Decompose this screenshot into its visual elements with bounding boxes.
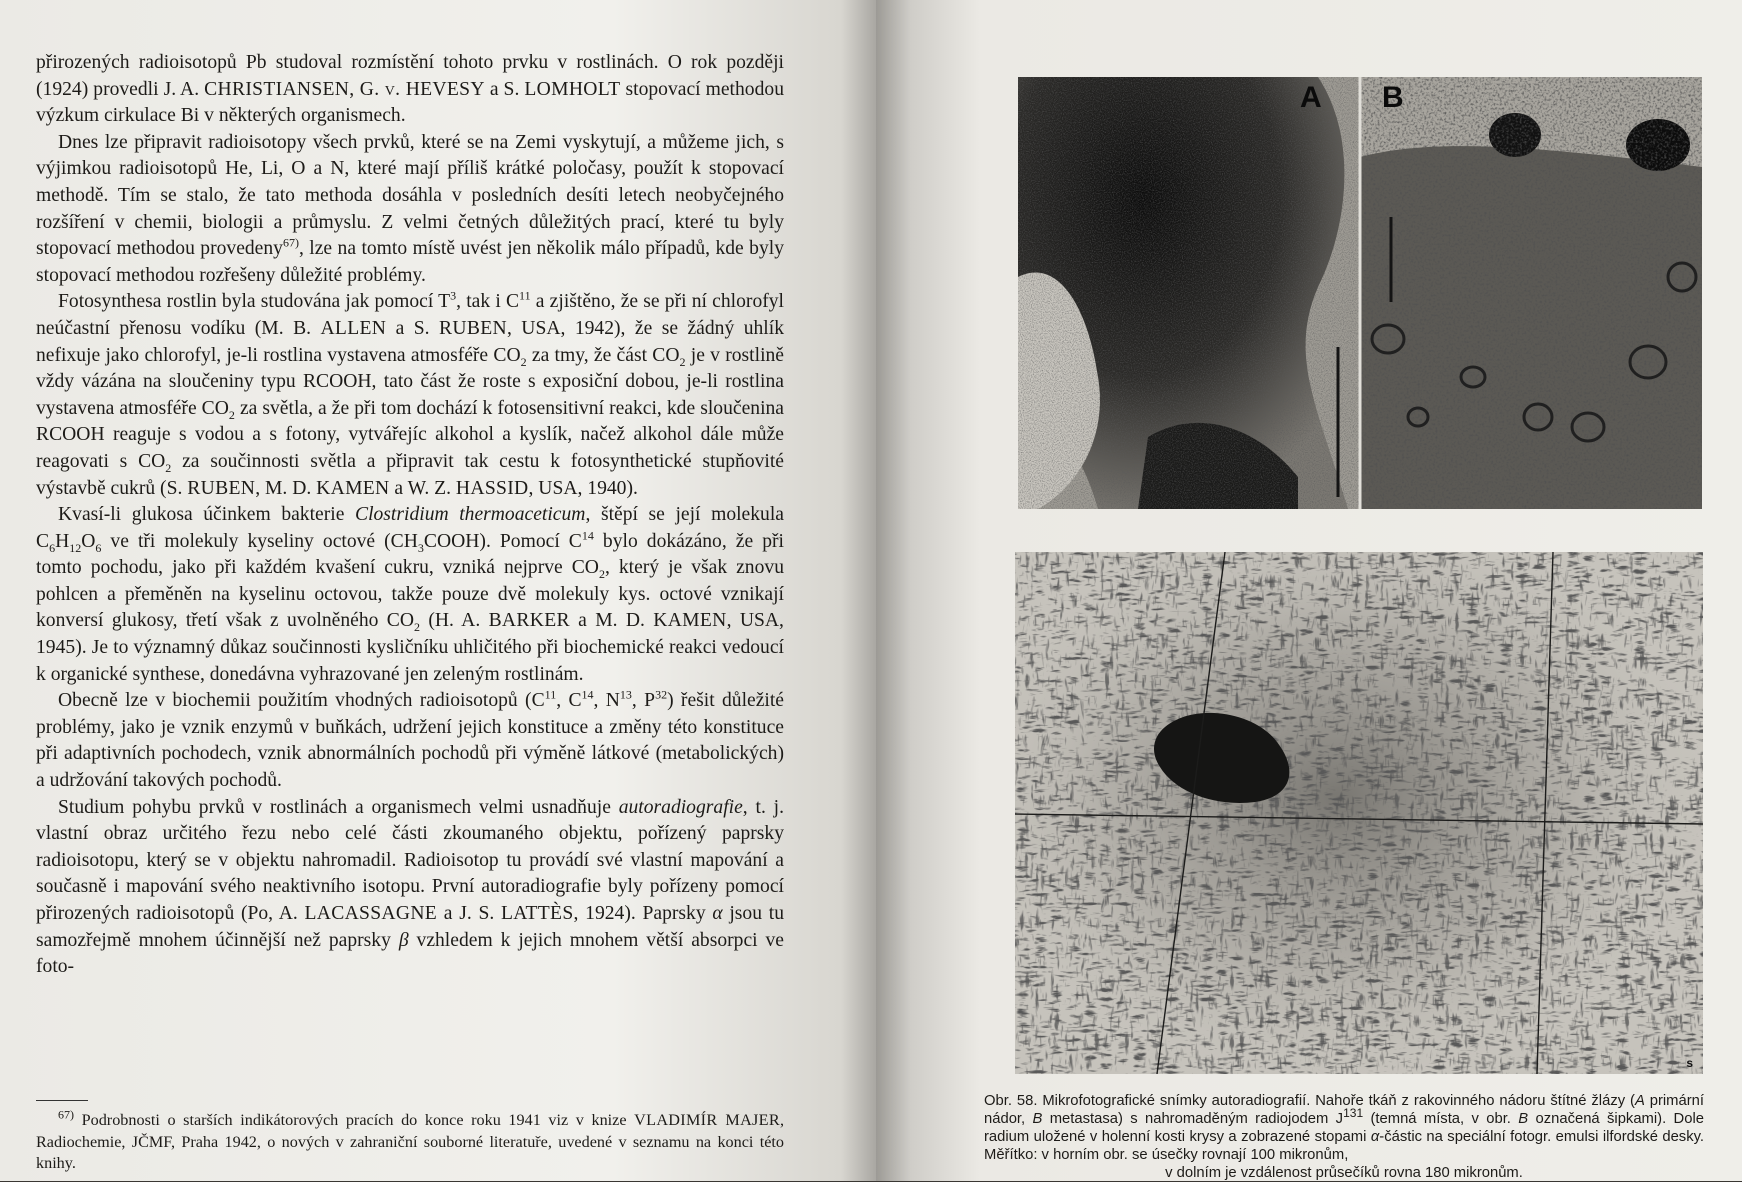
figure-label-b: B xyxy=(1382,81,1404,114)
figure-caption-last-line: v dolním je vzdálenost průsečíků rovna 180 mikronům. xyxy=(1165,1165,1523,1181)
figure-bottom-alpha-tracks xyxy=(1015,552,1703,1074)
figure-top-autoradiograph xyxy=(1018,77,1702,509)
paragraph-5: Obecně lze v biochemii použitím vhodných radioisotopů ($C^{11}$, $C^{14}$, $N^{13}$, $P^{32}$) řešit důležité problémy, jako je vznik enzymů v buňkách, udržení jejich konstituce a změny této konstituce při adaptivních pochodech, vznik abnormálních pochodů při výměně látkové (metabolických) a udržování takových pochodů. xyxy=(36,687,785,792)
footnote-rule xyxy=(36,1100,88,1101)
figure-corner-mark: s xyxy=(1686,1056,1693,1070)
figure-label-a: A xyxy=(1300,81,1322,114)
right-page xyxy=(876,0,1742,1181)
paragraph-2: Dnes lze připravit radioisotopy všech prvků, které se na Zemi vyskytují, a můžeme jich, s výjimkou radioisotopů He, Li, O a N, které mají příliš krátké poločasy, použít k stopovací methodě. Tím se stalo, že tato methoda dosáhla v posledních desíti letech neobyčejného rozšíření v chemii, biologii a průmyslu. Z velmi četných důležitých prací, které tu byly stopovací methodou provedeny$^{67)}$, lze na tomto místě uvést jen několik málo případů, kde byly stopovací methodou rozřešeny důležité problémy. xyxy=(36,131,784,286)
figure-top-image xyxy=(1018,77,1702,509)
paragraph-1: přirozených radioisotopů Pb studoval rozmístění tohoto prvku v rostlinách. O rok později (1924) provedli J. A. CHRISTIANSEN, G. v. HEVESY a S. LOMHOLT stopovací methodou výzkum cirkulace Bi v některých organismech. xyxy=(36,52,784,127)
main-text xyxy=(36,50,784,981)
paragraph-4: Kvasí-li glukosa účinkem bakterie Clostridium thermoaceticum, štěpí se její molekula $C_6H_{12}O_6$ ve tři molekuly kyseliny octové $(CH_3COOH)$. Pomocí $C^{14}$ bylo dokázáno, že při tomto pochodu, jako při každém kvašení cukru, vzniká nejprve $CO_2$, který je však znovu pohlcen a přeměněn na kyselinu octovou, takže pouze dvě molekuly kys. octové vznikají konversí glukosy, třetí však z uvolněného $CO_2$ (H. A. BARKER a M. D. KAMEN, USA, 1945). Je to významný důkaz součinnosti kysličníku uhličitého při biochemické reakci vedoucí k organické synthese, donedávna vyhrazované jen zeleným rostlinám. xyxy=(36,504,784,685)
figure-caption: Obr. 58. Mikrofotografické snímky autoradiografií. Nahoře tkáň z rakovinného nádoru štítné žlázy (A primární nádor, B metastasa) s nahromaděným radiojodem $J^{131}$ (temná místa, v obr. B označená šipkami). Dole radium uložené v holenní kosti krysy a zobrazené stopami α-částic na speciální fotogr. emulsi ilfordské desky. Měřítko: v horním obr. se úsečky rovnají 100 mikronům, v dolním je vzdálenost průsečíků rovna 180 mikronům. xyxy=(984,1093,1705,1181)
figure-bottom-image xyxy=(1015,552,1703,1074)
paragraph-6: Studium pohybu prvků v rostlinách a organismech velmi usnadňuje autoradiografie, t. j. vlastní obraz určitého řezu nebo celé části zkoumaného objektu, pořízený paprsky radioisotopu, který se v objektu nahromadil. Radioisotop tu provádí své vlastní mapování a současně i mapování svého neaktivního isotopu. První autoradiografie byly pořízeny pomocí přirozených radioisotopů (Po, A. LACASSAGNE a J. S. LATTÈS, 1924). Paprsky α jsou tu samozřejmě mnohem účinnější než paprsky β vzhledem k jejich mnohem větší absorpci ve foto- xyxy=(36,796,785,978)
panel-a xyxy=(1018,77,1360,509)
panel-b xyxy=(1360,77,1702,509)
footnote: $^{67)}$ Podrobnosti o starších indikátorových pracích do konce roku 1941 viz v knize VLADIMÍR MAJER, Radiochemie, JČMF, Praha 1942, o nových v zahraniční souborné literatuře, uvedené v seznamu na konci této knihy. xyxy=(36,1107,784,1172)
paragraph-3: Fotosynthesa rostlin byla studována jak pomocí $T^3$, tak i $C^{11}$ a zjištěno, že se při ní chlorofyl neúčastní přenosu vodíku (M. B. ALLEN a S. RUBEN, USA, 1942), že se žádný uhlík nefixuje jako chlorofyl, je-li rostlina vystavena atmosféře $CO_2$ za tmy, že část $CO_2$ je v rostlině vždy vázána na sloučeniny typu RCOOH, tato část že roste s exposiční dobou, je-li rostlina vystavena atmosféře $CO_2$ za světla, a že při tom dochází k fotosensitivní reakci, kde sloučenina RCOOH reaguje s vodou a s fotony, vytvářejíc alkohol a kyslík, načež alkohol dále může reagovati s $CO_2$ za součinnosti světla a připravit tak cestu k fotosynthetické stupňovité výstavbě cukrů (S. RUBEN, M. D. KAMEN a W. Z. HASSID, USA, 1940). xyxy=(36,288,785,499)
footnote-ref: 67) xyxy=(282,235,299,250)
